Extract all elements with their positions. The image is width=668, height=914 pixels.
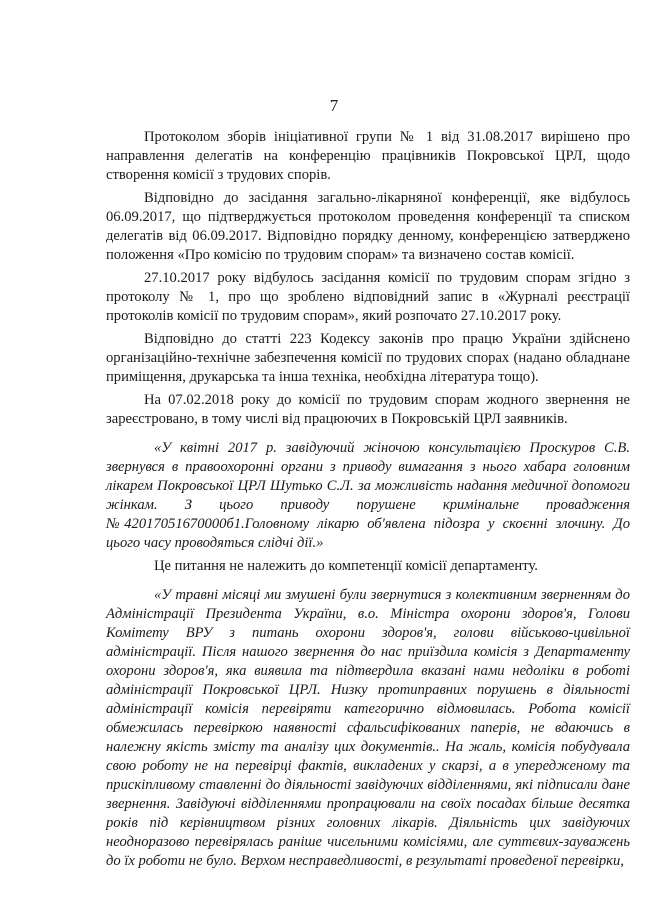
paragraph-1: Протоколом зборів ініціативної групи № 1 від 31.08.2017 вирішено про направлення делегатів на конференцію працівників Покровської ЦРЛ, щодо створення комісії з трудових спорів. bbox=[106, 129, 630, 183]
paragraph-2: Відповідно до засідання загально-лікарняної конференції, яке відбулось 06.09.2017, що підтверджується протоколом проведення конференції та списком делегатів від 06.09.2017. Відповідно порядку денному, конференцією затверджено положення «Про комісію по трудовим спорам» та визначено состав комісії. bbox=[106, 190, 630, 263]
paragraph-4: Відповідно до статті 223 Кодексу законів про працю України здійснено організаційно-технічне забезпечення комісії по трудових спорах (надано обладнане приміщення, друкарська та інша техніка, необхідна література тощо). bbox=[106, 331, 630, 385]
page-number: 7 bbox=[329, 96, 339, 115]
paragraph-3: 27.10.2017 року відбулось засідання комісії по трудовим спорам згідно з протоколу № 1, про що зроблено відповідний запис в «Журналі реєстрації протоколів комісії по трудовим спорам», який розпочато 27.10.2017 року. bbox=[106, 270, 630, 324]
paragraph-5: На 07.02.2018 року до комісії по трудовим спорам жодного звернення не зареєстровано, в тому числі від працюючих в Покровській ЦРЛ заявників. bbox=[106, 392, 630, 427]
quote-1: «У квітні 2017 р. завідуючий жіночою консультацією Проскуров С.В. звернувся в правоохоронні органи з приводу вимагання з нього хабара головним лікарем Покровської ЦРЛ Шутько С.Л. за можливість надання медичної допомоги жінкам. З цього приводу порушене кримінальне провадження №42017051670000б1.Головному лікарю об'явлена підозра у скоєнні злочину. До цього часу проводяться слідчі дії.» bbox=[106, 440, 630, 551]
document-body bbox=[106, 128, 630, 875]
quote-2: «У травні місяці ми змушені були звернутися з колективним зверненням до Адміністрації Президента України, в.о. Міністра охорони здоров'я, Голови Комітету ВРУ з питань охорони здоров'я, голови військово-цивільної адміністрації. Після нашого звернення до нас приїздила комісія з Департаменту охорони здоров'я, яка виявила та підтвердила вказані нами недоліки в роботі адміністрації Покровської ЦРЛ. Низку протиправних порушень в діяльності адміністрації комісія перевіряти категорично відмовилась. Робота комісії обмежилась перевіркою наявності сфальсифікованих паперів, не вдаючись в належну якість змісту та аналізу цих документів.. На жаль, комісія побудувала свою роботу не на перевірці фактів, викладених у скарзі, а в упередженому та прискіпливому ставленні до діяльності завідуючих відділеннями, які підписали дане звернення. Завідуючі відділеннями пропрацювали на своїх посадах більше десятка років під керівництвом різних головних лікарів. Діяльність цих завідуючих неодноразово перевірялась раніше чисельними комісіями, але суттєвих-зауважень до їх роботи не було. Верхом несправедливості, в результаті проведеної перевірки, bbox=[106, 587, 630, 869]
note-1: Це питання не належить до компетенції комісії департаменту. bbox=[154, 558, 538, 574]
